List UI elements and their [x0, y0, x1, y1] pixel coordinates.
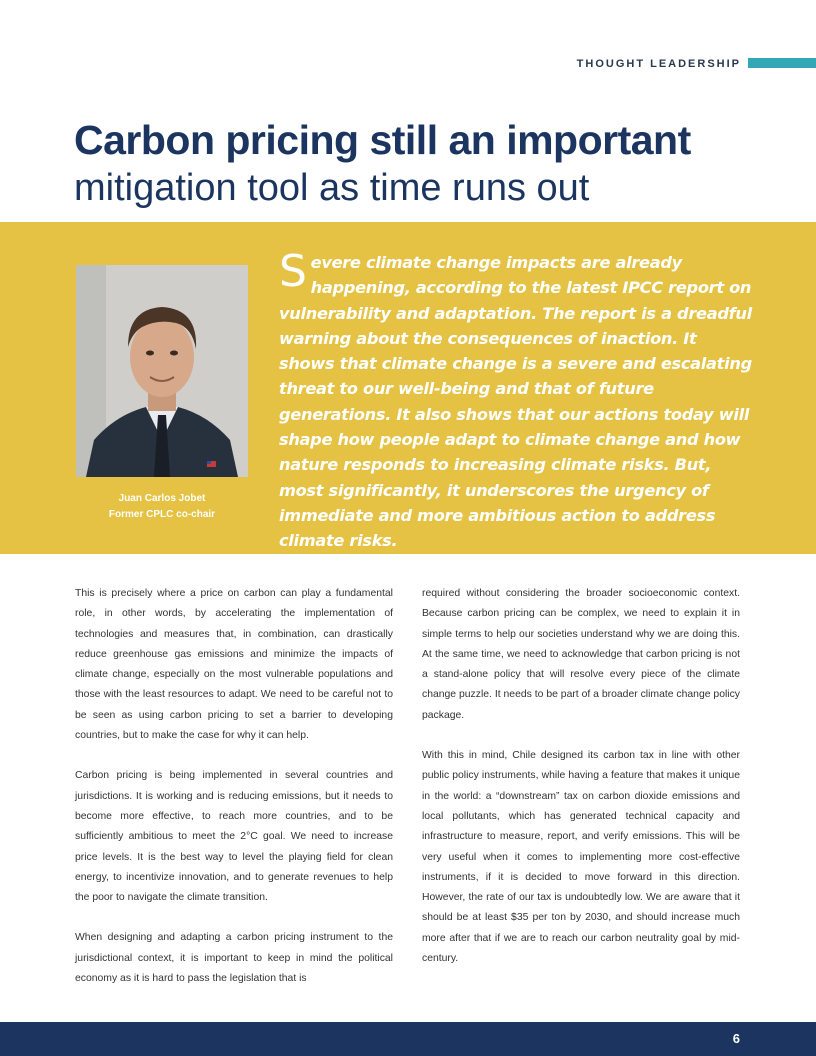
body-paragraph: With this in mind, Chile designed its carbon tax in line with other public policy instruments, while having a feature that makes it unique in the world: a “downstream” tax on carbon dioxide emissions and local pollutants, which has generated technical capacity and infrastructure to measure, report, and verify emissions. This will be very useful when it comes to implementing more cost-effective instruments, if it is decided to move forward in this direction. However, the rate of our tax is undoubtedly low. We are aware that it should be at least $35 per ton by 2030, and should increase much more after that if we are to reach our carbon neutrality goal by mid-century.	[422, 750, 740, 965]
caption-role: Former CPLC co-chair	[108, 509, 216, 520]
portrait-photo	[76, 265, 248, 477]
caption-name: Juan Carlos Jobet	[118, 493, 206, 504]
quote-dropcap: S	[279, 246, 307, 297]
page-number: 6	[732, 1031, 740, 1046]
body-paragraph: required without considering the broader socioeconomic context. Because carbon pricing can be complex, we need to explain it in simple terms to help our societies understand why we are doing this. At the same time, we need to acknowledge that carbon pricing is not a stand-alone policy that will resolve every piece of the climate change puzzle. It needs to be part of a broader climate change policy package.	[422, 588, 740, 721]
photo-caption	[76, 491, 248, 523]
page-footer	[0, 1022, 816, 1056]
body-paragraph: When designing and adapting a carbon pricing instrument to the jurisdictional context, it is important to keep in mind the political economy as it is hard to pass the legislation that is	[75, 932, 393, 985]
section-accent-bar	[748, 58, 816, 68]
body-paragraph: Carbon pricing is being implemented in several countries and jurisdictions. It is working and is reducing emissions, but it needs to become more effective, to reach more countries, and to be sufficiently ambitious to meet the 2°C goal. We need to increase price levels. It is the best way to level the playing field for clean energy, to incentivize innovation, and to generate revenues to help the poor to navigate the climate transition.	[75, 770, 393, 904]
body-column-left	[75, 584, 393, 1009]
body-column-right	[422, 584, 740, 989]
quote-text: evere climate change impacts are already happening, according to the latest IPCC report on vulnerability and adaptation. The report is a dreadful warning about the consequences of inaction. It shows that climate change is a severe and escalating threat to our well-being and that of future generations. It also shows that our actions today will shape how people adapt to climate change and how nature responds to increasing climate risks. But, most significantly, it underscores the urgency of immediate and more ambitious action to address climate risks.	[279, 253, 752, 551]
section-label: THOUGHT LEADERSHIP	[576, 58, 741, 70]
page-subtitle: mitigation tool as time runs out	[74, 167, 590, 209]
pull-quote	[279, 246, 754, 554]
page-title: Carbon pricing still an important	[74, 117, 691, 163]
body-paragraph: This is precisely where a price on carbon can play a fundamental role, in other words, by accelerating the implementation of technologies and measures that, in combination, can drastically reduce greenhouse gas emissions and minimize the impacts of climate change, especially on the most vulnerable populations and those with the least resources to adapt. We need to be careful not to be seen as using carbon pricing to set a barrier to developing countries, but to make the case for why it can help.	[75, 588, 393, 742]
